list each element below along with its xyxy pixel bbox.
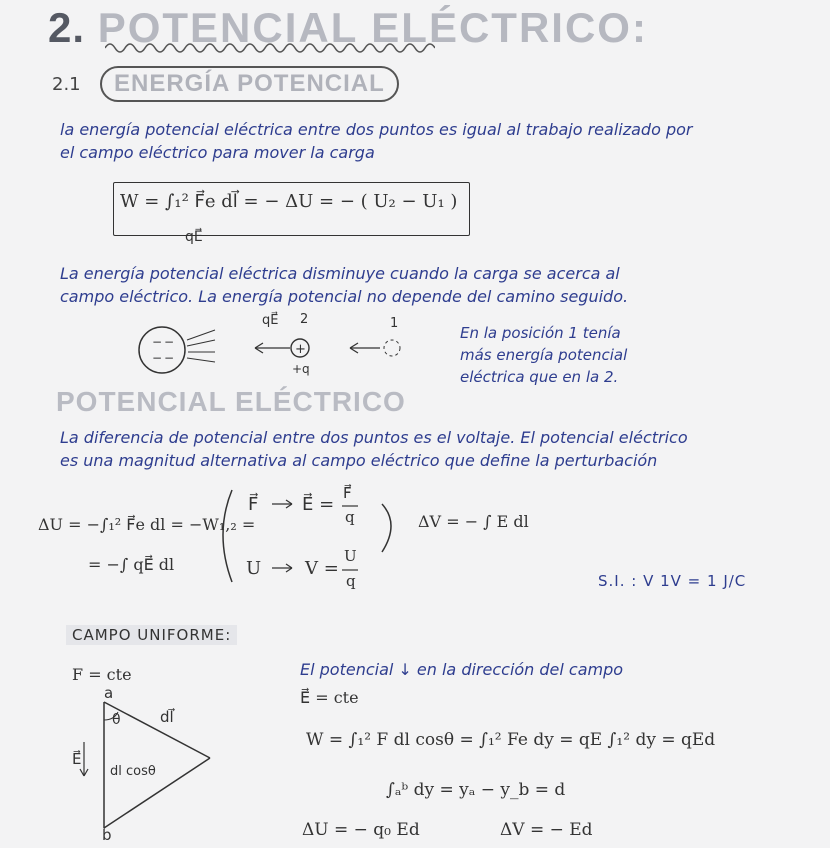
field-constant: E⃗ = cte	[300, 688, 359, 707]
section-heading-energia: ENERGÍA POTENCIAL	[100, 66, 399, 102]
distance-integral: ∫ₐᵇ dy = yₐ − y_b = d	[386, 780, 566, 800]
voltage-equation: ΔV = − ∫ E dl	[418, 512, 529, 531]
title-underline-decoration	[105, 40, 435, 56]
row1-field: E⃗ =	[302, 494, 335, 515]
title-number: 2.	[48, 4, 86, 51]
energy-difference-result: ΔU = − q₀ Ed	[302, 820, 420, 840]
projection-label: dl cosθ	[110, 764, 156, 779]
paragraph-energia	[60, 118, 800, 164]
svg-text:−: −	[152, 335, 163, 349]
initial-position-circle	[384, 340, 400, 356]
row1-denominator: q	[345, 508, 355, 526]
displacement-label: dl⃗	[160, 708, 174, 726]
point-b-label: b	[102, 826, 112, 844]
work-formula: W = ∫₁² F⃗e dl⃗ = − ΔU = − ( U₂ − U₁ )	[120, 191, 458, 212]
text-line: En la posición 1 tenía	[460, 324, 621, 342]
si-units: S.I. : V 1V = 1 J/C	[598, 572, 747, 590]
svg-text:−: −	[164, 335, 175, 349]
position-2-label: 2	[300, 312, 309, 327]
potential-difference-result: ΔV = − Ed	[500, 820, 593, 840]
point-a-label: a	[104, 684, 114, 702]
angle-label: θ	[112, 712, 121, 728]
svg-text:−: −	[164, 351, 175, 365]
svg-text:+: +	[295, 342, 306, 357]
text-line: es una magnitud alternativa al campo eléctrico que define la perturbación	[60, 451, 658, 470]
force-constant: F = cte	[72, 665, 132, 684]
text-line: campo eléctrico. La energía potencial no depende del camino seguido.	[60, 287, 629, 306]
side-note	[460, 322, 720, 388]
section-heading-potencial: POTENCIAL ELÉCTRICO	[56, 386, 406, 417]
text-line: la energía potencial eléctrica entre dos puntos es igual al trabajo realizado por	[60, 120, 693, 139]
text-line: el campo eléctrico para mover la carga	[60, 143, 375, 162]
row2-energy: U	[246, 558, 262, 579]
work-uniform-equation: W = ∫₁² F dl cosθ = ∫₁² Fe dy = qE ∫₁² dy = qEd	[306, 730, 716, 750]
formula-note: qE⃗	[185, 229, 203, 245]
text-line: más energía potencial	[460, 346, 628, 364]
row2-potential: V =	[305, 558, 339, 579]
row2-denominator: q	[346, 572, 356, 590]
charge-diagram	[130, 310, 430, 390]
potential-energy-equation: ΔU = −∫₁² F⃗e dl = −W₁,₂ =	[38, 515, 256, 534]
source-charge-circle	[139, 327, 185, 373]
row1-numerator: F⃗	[343, 484, 352, 502]
section-number: 2.1	[52, 74, 81, 95]
svg-text:−: −	[152, 351, 163, 365]
row1-force: F⃗	[248, 494, 259, 515]
field-label: E⃗	[72, 750, 82, 768]
paragraph-disminuye	[60, 262, 800, 308]
text-line: La energía potencial eléctrica disminuye cuando la carga se acerca al	[60, 264, 620, 283]
row2-numerator: U	[344, 547, 357, 565]
position-1-label: 1	[390, 316, 399, 331]
text-line: eléctrica que en la 2.	[460, 368, 619, 386]
title-name: POTENCIAL ELÉCTRICO:	[97, 4, 648, 51]
section-heading-campo-uniforme: CAMPO UNIFORME:	[66, 625, 237, 645]
uniform-field-statement: El potencial ↓ en la dirección del campo	[300, 660, 624, 679]
text-line: La diferencia de potencial entre dos puntos es el voltaje. El potencial eléctrico	[60, 428, 688, 447]
charge-label: +q	[292, 362, 310, 376]
paragraph-potencial	[60, 426, 800, 472]
force-label: qE⃗	[262, 313, 279, 328]
potential-energy-integral: = −∫ qE⃗ dl	[88, 555, 175, 574]
